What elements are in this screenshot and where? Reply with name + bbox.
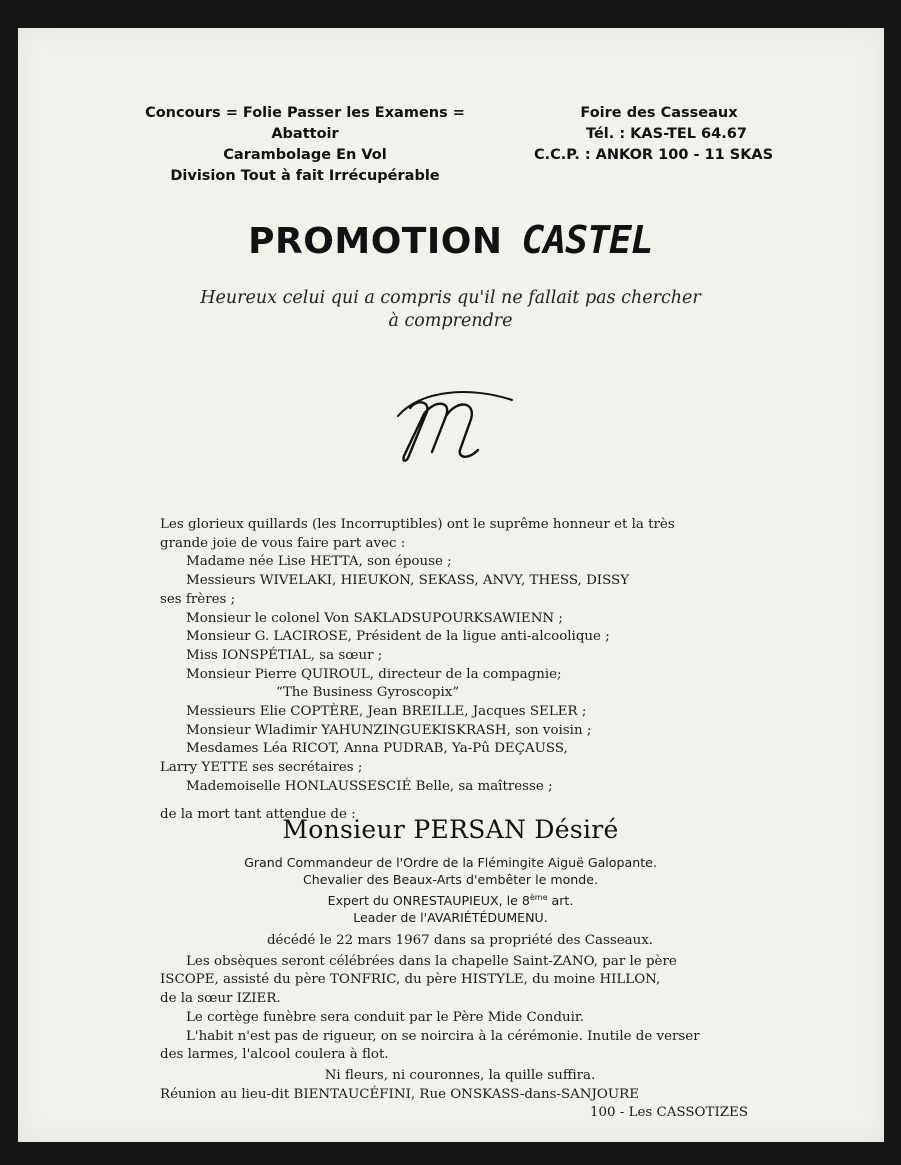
header-left-line-3: Division Tout à fait Irrécupérable	[170, 168, 440, 184]
honor-line-post: art.	[547, 892, 574, 908]
monogram-m	[380, 380, 530, 470]
outro-line: de la mort tant attendue de :	[160, 806, 356, 822]
motto-line-1: Heureux celui qui a compris qu'il ne fallait pas chercher	[200, 288, 701, 308]
funeral-line: Les obsèques seront célébrées dans la chapelle Saint-ZANO, par le père	[186, 953, 677, 969]
header-right-line-1: Foire des Casseaux	[580, 105, 738, 121]
deceased-honors	[0, 854, 901, 926]
funeral-line: ISCOPE, assisté du père TONFRIC, du père HISTYLE, du moine HILLON,	[160, 972, 661, 988]
motto-line-2: à comprendre	[388, 311, 513, 331]
relative-line-cont: “The Business Gyroscopix”	[276, 685, 460, 701]
death-date-line: décédé le 22 mars 1967 dans sa propriété des Casseaux.	[266, 933, 654, 948]
honor-line-sup: ème	[529, 892, 548, 902]
relative-line: Monsieur G. LACIROSE, Président de la ligue anti-alcoolique ;	[186, 629, 610, 645]
motto	[0, 287, 901, 333]
relative-line: Miss IONSPÉTIAL, sa sœur ;	[186, 647, 383, 663]
deceased-name: Monsieur PERSAN Désiré	[282, 815, 619, 844]
flowers-line: Ni fleurs, ni couronnes, la quille suffira.	[324, 1067, 596, 1083]
relative-line: Monsieur Pierre QUIROUL, directeur de la compagnie;	[186, 666, 562, 682]
header-left-line-2: Carambolage En Vol	[223, 147, 387, 163]
meeting-address-line: 100 - Les CASSOTIZES	[589, 1105, 748, 1121]
relative-line: Mesdames Léa RICOT, Anna PUDRAB, Ya-Pû DEÇAUSS,	[186, 741, 568, 757]
relative-line: Madame née Lise HETTA, son épouse ;	[186, 554, 452, 570]
honor-line: Chevalier des Beaux-Arts d'embêter le monde.	[302, 872, 599, 888]
honor-line-pre: Expert du ONRESTAUPIEUX, le 8	[327, 892, 530, 908]
dress-line: L'habit n'est pas de rigueur, on se noircira à la cérémonie. Inutile de verser	[186, 1028, 700, 1044]
relative-line: Messieurs Elie COPTÈRE, Jean BREILLE, Jacques SELER ;	[186, 704, 587, 720]
header-left-line-1: Concours = Folie Passer les Examens = Abattoir	[145, 105, 465, 142]
intro-line-1: Les glorieux quillards (les Incorruptibles) ont le suprême honneur et la très	[160, 517, 675, 532]
cortege-line: Le cortège funèbre sera conduit par le Père Mide Conduir.	[186, 1009, 585, 1025]
honor-line	[0, 889, 901, 909]
header-right-line-2: Tél. : KAS-TEL 64.67	[586, 126, 747, 142]
relative-line: Monsieur Wladimir YAHUNZINGUEKISKRASH, son voisin ;	[186, 722, 592, 738]
announcement-text	[160, 516, 760, 824]
header-right-block	[534, 103, 774, 166]
closing-text	[160, 932, 760, 1123]
promotion-title	[0, 218, 901, 262]
relative-line-cont: Larry YETTE ses secrétaires ;	[160, 760, 363, 776]
dress-line: des larmes, l'alcool coulera à flot.	[160, 1047, 389, 1063]
promotion-title-text: PROMOTION	[248, 221, 503, 262]
relative-line: Mademoiselle HONLAUSSESCIÉ Belle, sa maîtresse ;	[186, 778, 553, 794]
honor-line: Grand Commandeur de l'Ordre de la Flémingite Aiguë Galopante.	[244, 855, 657, 870]
castel-brand-logo: CASTEL	[521, 218, 653, 262]
relative-line: Messieurs WIVELAKI, HIEUKON, SEKASS, ANVY, THESS, DISSY	[186, 573, 630, 589]
monogram-m-stroke	[403, 402, 478, 460]
bleed-through-text	[100, 88, 115, 137]
funeral-line: de la sœur IZIER.	[160, 991, 281, 1007]
header-right-line-3: C.C.P. : ANKOR 100 - 11 SKAS	[534, 147, 774, 163]
relative-line-cont: ses frères ;	[160, 591, 236, 607]
honor-line: Leader de l'AVARIÉTÉDUMENU.	[353, 910, 548, 926]
header-left-block	[140, 103, 470, 187]
intro-line-2: grande joie de vous faire part avec :	[160, 535, 406, 551]
relative-line: Monsieur le colonel Von SAKLADSUPOURKSAWIENN ;	[186, 610, 563, 626]
meeting-line: Réunion au lieu-dit BIENTAUCÉFINI, Rue ONSKASS-dans-SANJOURE	[160, 1086, 640, 1102]
